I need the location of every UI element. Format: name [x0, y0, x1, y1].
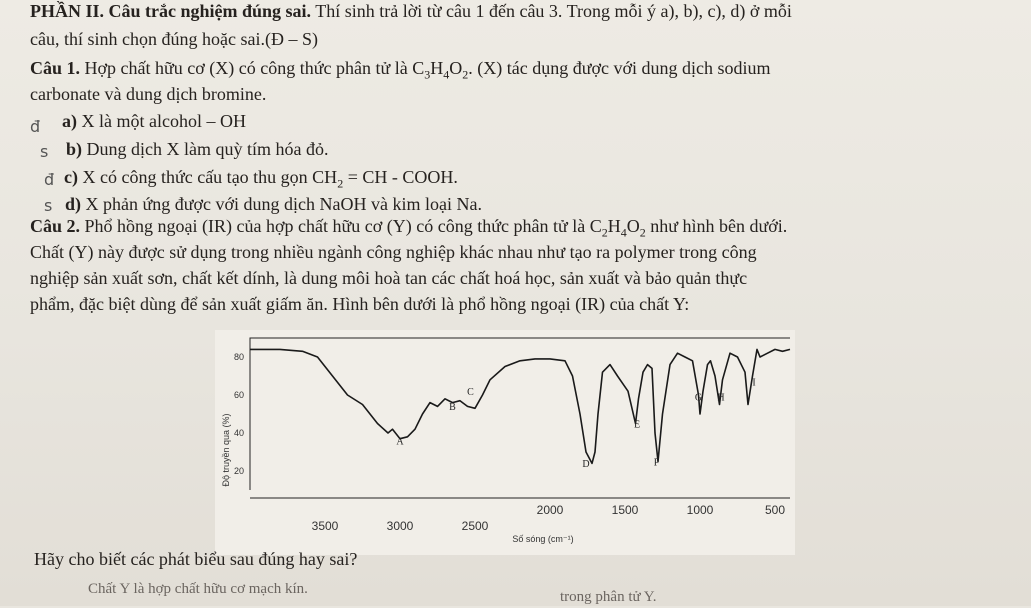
handwritten-mark-b: s: [40, 142, 49, 161]
y-tick-label: 60: [233, 390, 244, 400]
x-tick-label: 1000: [686, 503, 714, 517]
peak-label-c: C: [467, 387, 474, 398]
question-1-label: Câu 1.: [30, 58, 81, 78]
question-2-prompt: Hãy cho biết các phát biểu sau đúng hay sai?: [34, 549, 358, 569]
question-2-label: Câu 2.: [30, 216, 81, 236]
peak-label-f: F: [653, 457, 660, 469]
peak-label-b: B: [449, 402, 456, 414]
x-tick-label: 2500: [461, 519, 489, 533]
question-2-stem-3: nghiệp sản xuất sơn, chất kết dính, là dung môi hoà tan các chất hoá học, sản xuất và bảo quản thực: [30, 268, 748, 288]
question-2-stem-4: phẩm, đặc biệt dùng để sản xuất giấm ăn. Hình bên dưới là phổ hồng ngoại (IR) của chất Y:: [30, 294, 690, 314]
option-c: c) X có công thức cấu tạo thu gọn $CH_2$ = CH - COOH.: [64, 167, 458, 191]
question-2-stem: Câu 2. Phổ hồng ngoại (IR) của hợp chất hữu cơ (Y) có công thức phân tử là $C_2H_4O_2$ như hình bên dưới.: [30, 216, 788, 240]
handwritten-mark-c: đ: [44, 170, 55, 189]
peak-label-e: E: [633, 419, 641, 431]
x-tick-label: 500: [764, 503, 786, 517]
x-tick-label: 3000: [386, 519, 414, 533]
section-title: PHẦN II. Câu trắc nghiệm đúng sai.: [30, 1, 312, 21]
partial-statement-2: trong phân tử Y.: [560, 589, 657, 605]
peak-label-g: G: [694, 392, 703, 404]
peak-label-a: A: [396, 436, 404, 448]
handwritten-mark-d: s: [44, 196, 53, 215]
section-header: [30, 0, 792, 22]
option-d: d) X phản ứng được với dung dịch NaOH và kim loại Na.: [65, 194, 482, 214]
x-axis-label: Số sóng (cm⁻¹): [512, 534, 574, 544]
option-b: b) Dung dịch X làm quỳ tím hóa đỏ.: [66, 139, 329, 159]
section-instruction: Thí sinh trả lời từ câu 1 đến câu 3. Trong mỗi ý a), b), c), d) ở mỗi: [315, 1, 792, 21]
option-a: a) X là một alcohol – OH: [62, 111, 246, 131]
y-tick-label: 40: [233, 428, 244, 438]
x-tick-label: 2000: [536, 503, 564, 517]
partial-statement-1: Chất Y là hợp chất hữu cơ mạch kín.: [88, 581, 308, 597]
peak-label-h: H: [717, 392, 725, 404]
peak-label-d: D: [582, 459, 590, 471]
peak-label-i: I: [752, 377, 756, 389]
x-tick-label: 3500: [311, 519, 339, 533]
handwritten-mark-a: đ: [30, 117, 41, 136]
y-axis-label: Độ truyền qua (%): [221, 413, 231, 487]
y-tick-label: 80: [233, 352, 244, 362]
question-2-stem-2: Chất (Y) này được sử dụng trong nhiều ngành công nghiệp khác nhau như tạo ra polymer trong công: [30, 242, 757, 262]
ir-spectrum-chart: [215, 330, 795, 555]
y-tick-label: 20: [233, 466, 244, 476]
x-tick-label: 1500: [611, 503, 639, 517]
section-instruction-2: câu, thí sinh chọn đúng hoặc sai.(Đ – S): [30, 29, 318, 49]
question-1-stem: Câu 1. Hợp chất hữu cơ (X) có công thức phân tử là $C_3H_4O_2$. (X) tác dụng được với dung dịch sodium: [30, 58, 771, 82]
question-1-stem-2: carbonate và dung dịch bromine.: [30, 84, 267, 104]
